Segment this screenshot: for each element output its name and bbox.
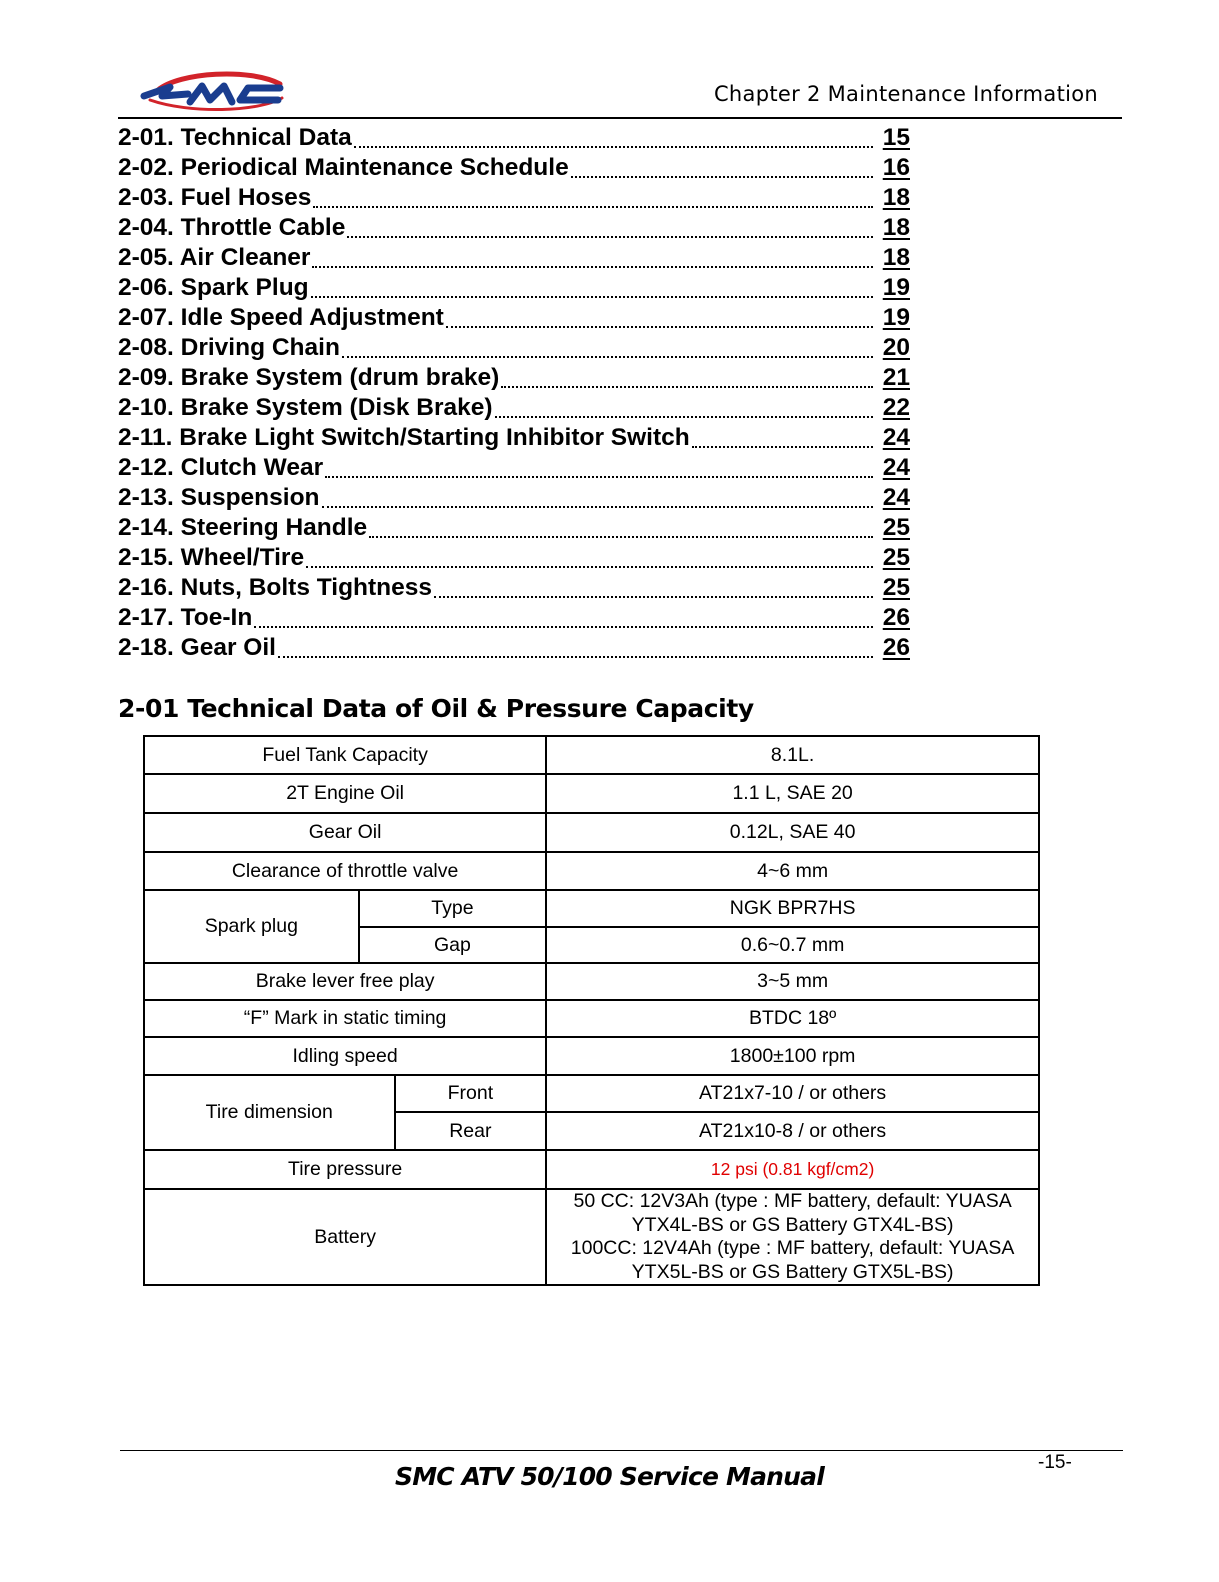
toc-leader-dots [325, 475, 873, 478]
spark-plug-type-value: NGK BPR7HS [546, 890, 1039, 927]
toc-leader-dots [571, 175, 873, 178]
engine-oil-label: 2T Engine Oil [144, 774, 546, 813]
toc-entry[interactable] [118, 152, 910, 182]
toc-entry-page[interactable]: 24 [882, 454, 910, 481]
footer-divider [120, 1450, 1123, 1451]
toc-leader-dots [501, 385, 873, 388]
toc-entry-page[interactable]: 18 [882, 184, 910, 211]
toc-leader-dots [692, 445, 873, 448]
toc-entry-page[interactable]: 15 [882, 124, 910, 151]
page-number: -15- [1038, 1452, 1072, 1473]
toc-leader-dots [278, 655, 873, 658]
tire-pressure-label: Tire pressure [144, 1150, 546, 1189]
toc-entry-title: 2-07. Idle Speed Adjustment [118, 304, 444, 331]
toc-entry[interactable] [118, 632, 910, 662]
toc-entry[interactable] [118, 122, 910, 152]
spark-plug-gap-value: 0.6~0.7 mm [546, 927, 1039, 963]
tire-front-value: AT21x7-10 / or others [546, 1075, 1039, 1112]
toc-entry-page[interactable]: 26 [882, 634, 910, 661]
toc-entry[interactable] [118, 452, 910, 482]
toc-leader-dots [313, 205, 873, 208]
footer-title: SMC ATV 50/100 Service Manual [394, 1462, 825, 1491]
gear-oil-label: Gear Oil [144, 813, 546, 852]
toc-leader-dots [369, 535, 873, 538]
toc-entry-title: 2-09. Brake System (drum brake) [118, 364, 500, 391]
fuel-tank-value: 8.1L. [546, 736, 1039, 774]
table-row [144, 774, 1039, 813]
toc-entry-title: 2-12. Clutch Wear [118, 454, 324, 481]
toc-leader-dots [434, 595, 873, 598]
toc-entry-title: 2-13. Suspension [118, 484, 320, 511]
table-row [144, 1150, 1039, 1189]
table-row [144, 1075, 1039, 1112]
toc-entry-title: 2-16. Nuts, Bolts Tightness [118, 574, 433, 601]
toc-entry[interactable] [118, 512, 910, 542]
tire-dimension-label: Tire dimension [144, 1075, 395, 1150]
chapter-title: Chapter 2 Maintenance Information [713, 82, 1098, 106]
toc-entry[interactable] [118, 422, 910, 452]
toc-leader-dots [311, 295, 873, 298]
toc-entry[interactable] [118, 542, 910, 572]
toc-leader-dots [306, 565, 873, 568]
toc-entry[interactable] [118, 392, 910, 422]
tire-front-label: Front [395, 1075, 547, 1112]
toc-entry-title: 2-03. Fuel Hoses [118, 184, 312, 211]
battery-line: YTX4L-BS or GS Battery GTX4L-BS) [631, 1213, 954, 1236]
toc-entry[interactable] [118, 182, 910, 212]
toc-entry-title: 2-06. Spark Plug [118, 274, 309, 301]
toc-leader-dots [322, 505, 873, 508]
toc-entry-title: 2-01. Technical Data [118, 124, 352, 151]
table-row [144, 963, 1039, 1000]
toc-entry-title: 2-11. Brake Light Switch/Starting Inhibitor Switch [118, 424, 690, 451]
toc-entry[interactable] [118, 332, 910, 362]
toc-entry-page[interactable]: 19 [882, 274, 910, 301]
idling-label: Idling speed [144, 1037, 546, 1075]
table-row [144, 1037, 1039, 1075]
toc-entry[interactable] [118, 482, 910, 512]
fuel-tank-label: Fuel Tank Capacity [144, 736, 546, 774]
toc-entry-page[interactable]: 16 [882, 154, 910, 181]
table-row [144, 813, 1039, 852]
toc-entry[interactable] [118, 362, 910, 392]
brake-lever-value: 3~5 mm [546, 963, 1039, 1000]
section-title: 2-01 Technical Data of Oil & Pressure Capacity [118, 694, 754, 723]
toc-entry-page[interactable]: 20 [882, 334, 910, 361]
engine-oil-value: 1.1 L, SAE 20 [546, 774, 1039, 813]
battery-label: Battery [144, 1189, 546, 1285]
toc-entry-page[interactable]: 24 [882, 484, 910, 511]
gear-oil-value: 0.12L, SAE 40 [546, 813, 1039, 852]
toc-entry[interactable] [118, 302, 910, 332]
toc-entry[interactable] [118, 212, 910, 242]
toc-entry-title: 2-04. Throttle Cable [118, 214, 346, 241]
toc-entry-title: 2-05. Air Cleaner [118, 244, 311, 271]
table-of-contents [118, 122, 910, 662]
spark-plug-type-label: Type [359, 890, 547, 927]
page-header [118, 64, 1122, 119]
brake-lever-label: Brake lever free play [144, 963, 546, 1000]
toc-leader-dots [446, 325, 873, 328]
toc-entry-page[interactable]: 25 [882, 574, 910, 601]
toc-leader-dots [354, 145, 873, 148]
toc-entry-title: 2-17. Toe-In [118, 604, 253, 631]
f-mark-label: “F” Mark in static timing [144, 1000, 546, 1037]
battery-line: 100CC: 12V4Ah (type : MF battery, default: YUASA [570, 1237, 1015, 1259]
toc-entry-title: 2-08. Driving Chain [118, 334, 340, 361]
toc-entry-page[interactable]: 25 [882, 514, 910, 541]
spark-plug-gap-label: Gap [359, 927, 547, 963]
battery-value [546, 1189, 1039, 1285]
toc-entry[interactable] [118, 272, 910, 302]
toc-entry-title: 2-18. Gear Oil [118, 634, 276, 661]
toc-entry-title: 2-02. Periodical Maintenance Schedule [118, 154, 569, 181]
toc-entry-page[interactable]: 26 [882, 604, 910, 631]
toc-entry[interactable] [118, 572, 910, 602]
toc-leader-dots [342, 355, 873, 358]
toc-entry[interactable] [118, 602, 910, 632]
toc-entry[interactable] [118, 242, 910, 272]
toc-entry-page[interactable]: 18 [882, 214, 910, 241]
table-row [144, 852, 1039, 890]
tire-rear-value: AT21x10-8 / or others [546, 1112, 1039, 1150]
table-row [144, 736, 1039, 774]
table-row [144, 1189, 1039, 1285]
smc-logo [140, 70, 288, 114]
table-row [144, 890, 1039, 927]
tire-pressure-value: 12 psi (0.81 kgf/cm2) [546, 1150, 1039, 1189]
toc-entry-page[interactable]: 18 [882, 244, 910, 271]
battery-line: 50 CC: 12V3Ah (type : MF battery, default: YUASA [573, 1190, 1012, 1212]
f-mark-value: BTDC 18º [546, 1000, 1039, 1037]
toc-entry-page[interactable]: 24 [882, 424, 910, 451]
idling-value: 1800±100 rpm [546, 1037, 1039, 1075]
spark-plug-label: Spark plug [144, 890, 359, 963]
toc-leader-dots [254, 625, 873, 628]
toc-entry-page[interactable]: 22 [882, 394, 910, 421]
throttle-label: Clearance of throttle valve [144, 852, 546, 890]
toc-entry-title: 2-15. Wheel/Tire [118, 544, 305, 571]
toc-entry-title: 2-10. Brake System (Disk Brake) [118, 394, 493, 421]
tire-rear-label: Rear [395, 1112, 547, 1150]
table-row [144, 1000, 1039, 1037]
toc-leader-dots [347, 235, 873, 238]
throttle-value: 4~6 mm [546, 852, 1039, 890]
technical-data-table [143, 735, 1040, 1286]
toc-leader-dots [312, 265, 873, 268]
toc-entry-title: 2-14. Steering Handle [118, 514, 368, 541]
toc-leader-dots [495, 415, 873, 418]
toc-entry-page[interactable]: 19 [882, 304, 910, 331]
battery-line: YTX5L-BS or GS Battery GTX5L-BS) [631, 1260, 954, 1283]
toc-entry-page[interactable]: 21 [882, 364, 910, 391]
toc-entry-page[interactable]: 25 [882, 544, 910, 571]
